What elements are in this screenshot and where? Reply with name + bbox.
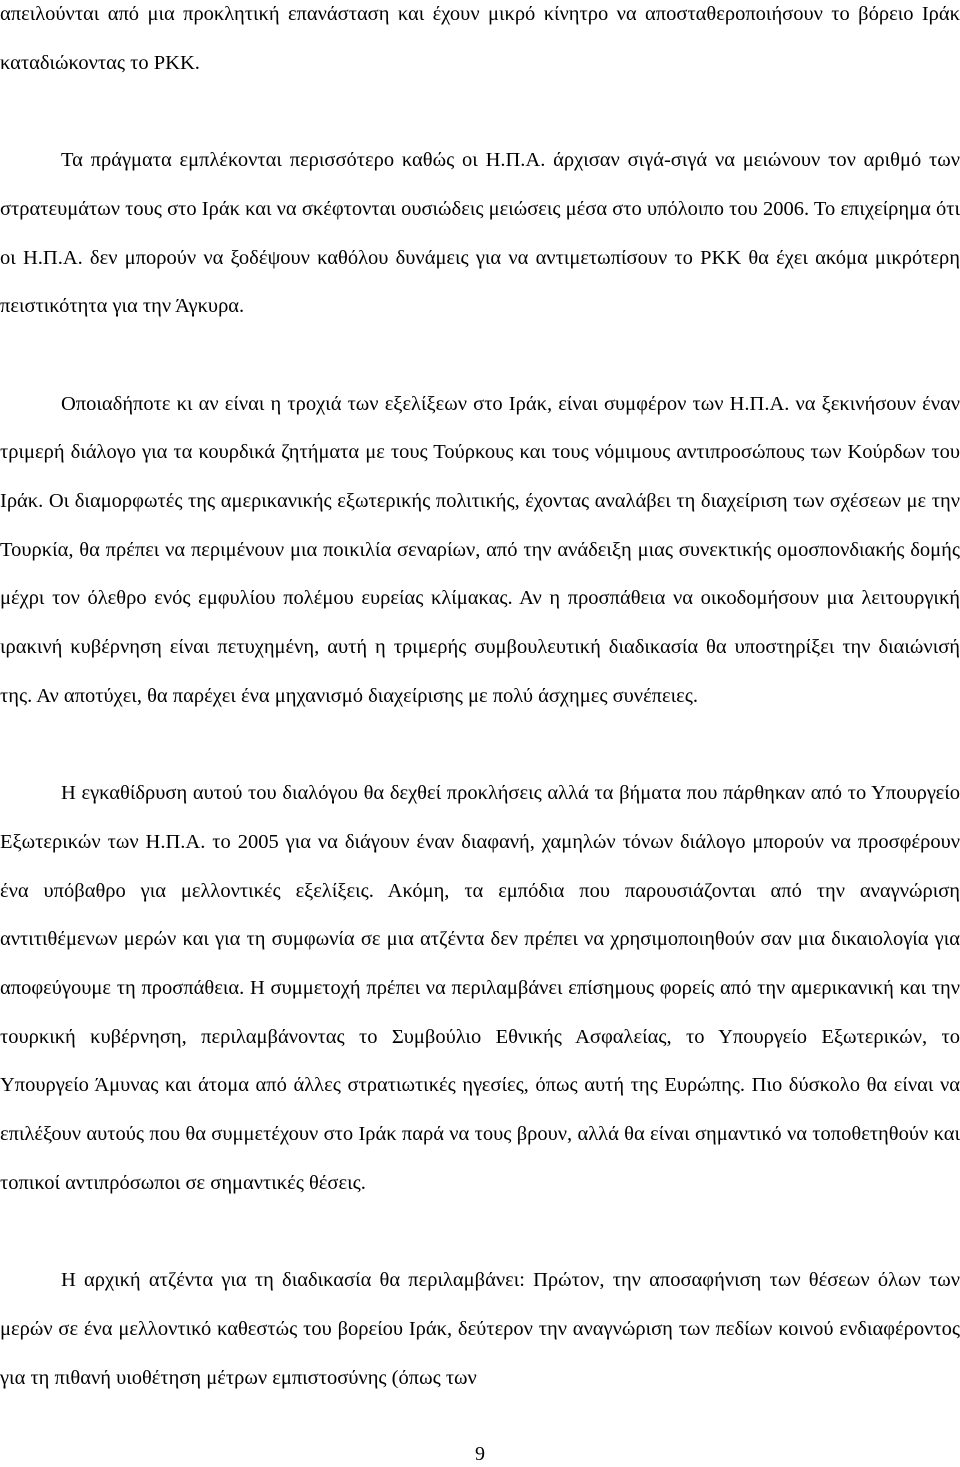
paragraph-dialogue-establishment: Η εγκαθίδρυση αυτού του διαλόγου θα δεχθεί προκλήσεις αλλά τα βήματα που πάρθηκαν από το Υπουργείο Εξωτερικών των Η.Π.Α. το 2005 για να διάγουν έναν διαφανή, χαμηλών τόνων διάλογο μπορούν να προσφέρουν ένα υπόβαθρο για μελλοντικές εξελίξεις. Ακόμη, τα εμπόδια που παρουσιάζονται από την αναγνώριση αντιτιθέμενων μερών και για τη συμφωνία σε μια ατζέντα δεν πρέπει να χρησιμοποιηθούν σαν μια δικαιολογία για αποφεύγουμε τη προσπάθεια. Η συμμετοχή πρέπει να περιλαμβάνει επίσημους φορείς από την αμερικανική και την τουρκική κυβέρνηση, περιλαμβάνοντας το Συμβούλιο Εθνικής Ασφαλείας, το Υπουργείο Εξωτερικών, το Υπουργείο Άμυνας και άτομα από άλλες στρατιωτικές ηγεσίες, όπως αυτή της Ευρώπης. Πιο δύσκολο θα είναι να επιλέξουν αυτούς που θα συμμετέχουν στο Ιράκ παρά να τους βρουν, αλλά θα είναι σημαντικό να τοποθετηθούν και τοπικοί αντιπρόσωποι σε σημαντικές θέσεις. [0,782,960,1194]
paragraph-spacer [0,87,960,136]
paragraph-continued: απειλούνται από μια προκλητική επανάσταση και έχουν μικρό κίνητρο να αποσταθεροποιήσουν το βόρειο Ιράκ καταδιώκοντας το ΡΚΚ. [0,3,960,74]
paragraph-spacer [0,331,960,380]
page-number: 9 [475,1443,485,1465]
paragraph-trilateral-dialogue: Οποιαδήποτε κι αν είναι η τροχιά των εξελίξεων στο Ιράκ, είναι συμφέρον των Η.Π.Α. να ξεκινήσουν έναν τριμερή διάλογο για τα κουρδικά ζητήματα με τους Τούρκους και τους νόμιμους αντιπροσώπους των Κούρδων του Ιράκ. Οι διαμορφωτές της αμερικανικής εξωτερικής πολιτικής, έχοντας αναλάβει τη διαχείριση των σχέσεων με την Τουρκία, θα πρέπει να περιμένουν μια ποικιλία σεναρίων, από την ανάδειξη μιας συνεκτικής ομοσπονδιακής δομής μέχρι τον όλεθρο ενός εμφυλίου πολέμου ευρείας κλίμακας. Αν η προσπάθεια να οικοδομήσουν μια λειτουργική ιρακινή κυβέρνηση είναι πετυχημένη, αυτή η τριμερής συμβουλευτική διαδικασία θα υποστηρίξει την διαιώνισή της. Αν αποτύχει, θα παρέχει ένα μηχανισμό διαχείρισης με πολύ άσχημες συνέπειες. [0,392,960,707]
paragraph-spacer [0,721,960,770]
paragraph-initial-agenda: Η αρχική ατζέντα για τη διαδικασία θα περιλαμβάνει: Πρώτον, την αποσαφήνιση των θέσεων όλων των μερών σε ένα μελλοντικό καθεστώς του βορείου Ιράκ, δεύτερον την αναγνώριση των πεδίων κοινού ενδιαφέροντος για τη πιθανή υιοθέτηση μέτρων εμπιστοσύνης (όπως των [0,1269,960,1389]
paragraph-spacer [0,1208,960,1257]
paragraph-troop-reductions: Τα πράγματα εμπλέκονται περισσότερο καθώς οι Η.Π.Α. άρχισαν σιγά-σιγά να μειώνουν τον αριθμό των στρατευμάτων τους στο Ιράκ και να σκέφτονται ουσιώδεις μειώσεις μέσα στο υπόλοιπο του 2006. Το επιχείρημα ότι οι Η.Π.Α. δεν μπορούν να ξοδέψουν καθόλου δυνάμεις για να αντιμετωπίσουν το ΡΚΚ θα έχει ακόμα μικρότερη πειστικότητα για την Άγκυρα. [0,149,960,318]
